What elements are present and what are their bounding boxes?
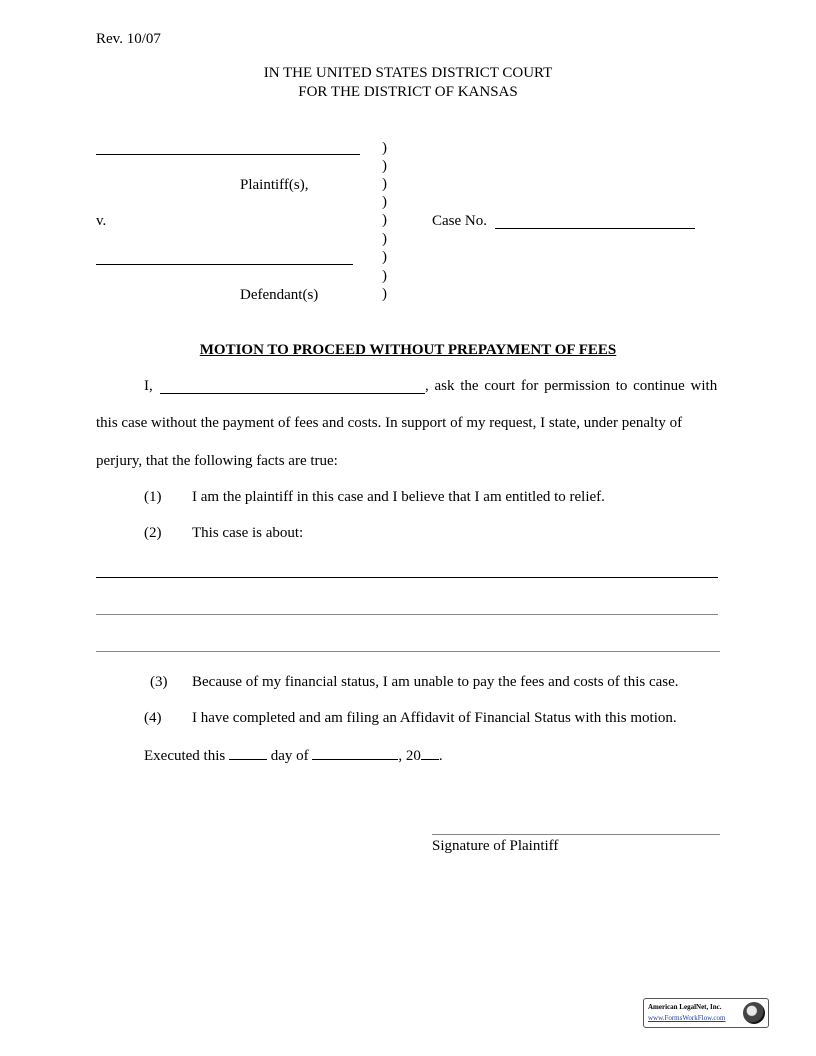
caption-paren: ) xyxy=(382,212,387,228)
item-number: (1) xyxy=(144,489,162,505)
item-text: This case is about: xyxy=(192,525,304,541)
caption-paren: ) xyxy=(382,176,387,192)
case-number-line[interactable] xyxy=(495,228,695,229)
footer-company: American LegalNet, Inc. xyxy=(648,1003,722,1011)
case-number-label: Case No. xyxy=(432,213,487,229)
executed-end: . xyxy=(438,748,443,764)
defendant-name-line[interactable] xyxy=(96,264,353,265)
body-line-3: perjury, that the following facts are true: xyxy=(96,453,338,469)
caption-paren: ) xyxy=(382,158,387,174)
versus-label: v. xyxy=(96,213,107,229)
court-name-line1: IN THE UNITED STATES DISTRICT COURT xyxy=(263,65,553,81)
plaintiff-name-line[interactable] xyxy=(96,154,360,155)
caption-paren: ) xyxy=(382,140,387,156)
caption-paren: ) xyxy=(382,194,387,210)
executed-prefix: Executed this xyxy=(144,748,226,764)
executed-mid: day of xyxy=(270,748,309,764)
item-number: (2) xyxy=(144,525,162,541)
executed-year-blank[interactable] xyxy=(421,746,439,760)
court-name-line2: FOR THE DISTRICT OF KANSAS xyxy=(298,84,518,100)
motion-title: MOTION TO PROCEED WITHOUT PREPAYMENT OF FEES xyxy=(199,342,617,358)
case-description-line[interactable] xyxy=(96,614,718,615)
body-line-2: this case without the payment of fees and costs. In support of my request, I state, under penalty of xyxy=(96,415,683,431)
intro-prefix: I, xyxy=(144,378,153,394)
intro-suffix: , ask the court for permission to continue with xyxy=(425,378,718,394)
plaintiff-label: Plaintiff(s), xyxy=(240,177,309,193)
caption-paren: ) xyxy=(382,249,387,265)
footer-url[interactable]: www.FormsWorkFlow.com xyxy=(648,1014,726,1022)
signature-label: Signature of Plaintiff xyxy=(432,838,559,854)
case-description-line[interactable] xyxy=(96,651,720,652)
executed-year-prefix: , 20 xyxy=(398,748,421,764)
signature-line[interactable] xyxy=(432,834,720,835)
defendant-label: Defendant(s) xyxy=(240,287,319,303)
item-text: Because of my financial status, I am unable to pay the fees and costs of this case. xyxy=(192,674,679,690)
item-number: (3) xyxy=(150,674,168,690)
item-text: I am the plaintiff in this case and I believe that I am entitled to relief. xyxy=(192,489,605,505)
footer-badge[interactable] xyxy=(643,998,769,1028)
case-description-line[interactable] xyxy=(96,577,718,578)
executed-line xyxy=(144,746,443,765)
item-text: I have completed and am filing an Affidavit of Financial Status with this motion. xyxy=(192,710,677,726)
caption-paren: ) xyxy=(382,286,387,302)
item-number: (4) xyxy=(144,710,162,726)
caption-paren: ) xyxy=(382,268,387,284)
company-logo-icon xyxy=(743,1002,765,1024)
executed-day-blank[interactable] xyxy=(229,746,267,760)
revision-label: Rev. 10/07 xyxy=(96,31,161,47)
executed-month-blank[interactable] xyxy=(312,746,398,760)
movant-name-line[interactable] xyxy=(160,393,425,394)
caption-paren: ) xyxy=(382,231,387,247)
